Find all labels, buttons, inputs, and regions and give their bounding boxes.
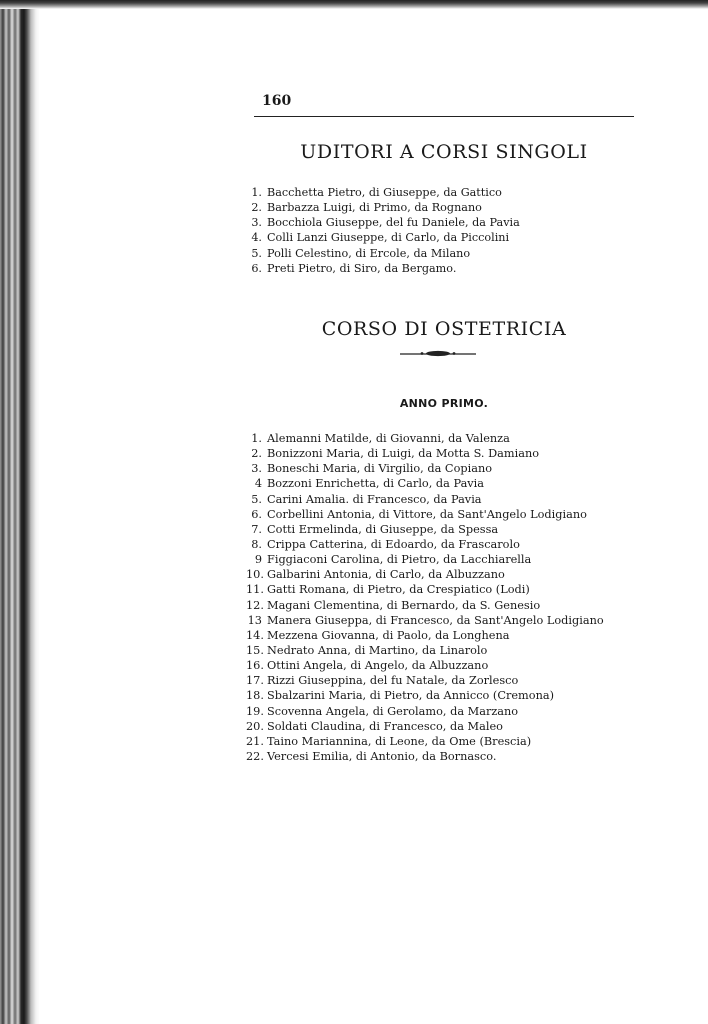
entry-number: 18. [246,689,264,703]
entry-text: Scovenna Angela, di Gerolamo, da Marzano [267,704,519,718]
list-item [246,215,520,230]
list-item [246,658,604,673]
entry-number: 2. [251,201,262,215]
entry-text: Ottini Angela, di Angelo, da Albuzzano [267,659,489,673]
entry-text: Soldati Claudina, di Francesco, da Maleo [267,719,503,733]
entry-number: 13 [247,613,262,627]
list-item [246,567,604,582]
entry-text: Vercesi Emilia, di Antonio, da Bornasco. [267,749,497,763]
entry-text: Bocchiola Giuseppe, del fu Daniele, da Pavia [267,216,520,230]
entry-text: Colli Lanzi Giuseppe, di Carlo, da Piccolini [267,231,510,245]
entry-text: Magani Clementina, di Bernardo, da S. Genesio [267,598,541,612]
list-item [246,552,604,567]
list-item [246,522,604,537]
list-item [246,476,604,491]
list-item [246,582,604,597]
list-item [246,507,604,522]
book-binding-edge [0,0,40,1024]
entry-number: 1. [251,186,262,199]
list-item [246,246,520,261]
list-item [246,537,604,552]
ornament-divider [398,344,478,364]
page-top-edge [0,0,708,9]
list-item [246,704,604,719]
entry-text: Rizzi Giuseppina, del fu Natale, da Zorlesco [267,674,519,688]
list-item [246,734,604,749]
list-item [246,185,520,200]
entry-number: 5. [251,492,262,506]
entry-number: 6. [251,261,262,275]
book-page [40,9,708,1024]
entry-text: Carini Amalia. di Francesco, da Pavia [267,492,482,506]
entry-text: Bacchetta Pietro, di Giuseppe, da Gattico [267,186,502,199]
page-number: 160 [262,93,292,109]
entry-number: 16. [246,659,264,673]
entry-text: Bonizzoni Maria, di Luigi, da Motta S. Damiano [267,447,540,461]
list-item [246,628,604,643]
section-title-uditori: UDITORI A CORSI SINGOLI [300,141,588,163]
list-item [246,492,604,507]
entry-text: Preti Pietro, di Siro, da Bergamo. [267,261,457,275]
entry-number: 3. [251,462,262,476]
entry-text: Taino Mariannina, di Leone, da Ome (Brescia) [267,734,532,748]
list-item [246,431,604,446]
entry-text: Polli Celestino, di Ercole, da Milano [267,246,471,260]
entry-text: Corbellini Antonia, di Vittore, da Sant'Angelo Lodigiano [267,507,587,521]
entry-number: 4. [251,231,262,245]
list-item [246,719,604,734]
entry-number: 4 [254,477,262,491]
list-item [246,643,604,658]
list-item [246,598,604,613]
header-rule [254,116,634,117]
section-subheading: ANNO PRIMO. [399,397,489,410]
entry-number: 20. [246,719,264,733]
entry-number: 7. [251,522,262,536]
entry-number: 6. [251,507,262,521]
entry-number: 21. [246,734,264,748]
entry-text: Boneschi Maria, di Virgilio, da Copiano [267,462,493,476]
list-item [246,613,604,628]
entry-text: Mezzena Giovanna, di Paolo, da Longhena [267,628,510,642]
entry-number: 10. [246,568,264,582]
list-item [246,749,604,764]
ostetricia-list [246,431,604,764]
entry-text: Bozzoni Enrichetta, di Carlo, da Pavia [267,477,485,491]
list-item [246,230,520,245]
entry-number: 9 [254,553,262,567]
entry-number: 8. [251,537,262,551]
entry-number: 22. [246,749,264,763]
entry-number: 19. [246,704,264,718]
entry-number: 5. [251,246,262,260]
list-item [246,261,520,276]
entry-text: Sbalzarini Maria, di Pietro, da Annicco (Cremona) [267,689,554,703]
list-item [246,446,604,461]
list-item [246,200,520,215]
entry-text: Nedrato Anna, di Martino, da Linarolo [267,643,488,657]
entry-text: Crippa Catterina, di Edoardo, da Frascarolo [267,537,520,551]
entry-text: Cotti Ermelinda, di Giuseppe, da Spessa [267,522,499,536]
entry-text: Gatti Romana, di Pietro, da Crespiatico (Lodi) [267,583,530,597]
list-item [246,673,604,688]
entry-number: 15. [246,643,264,657]
entry-number: 14. [246,628,264,642]
uditori-list [246,185,520,276]
entry-number: 17. [246,674,264,688]
list-item [246,688,604,703]
entry-number: 3. [251,216,262,230]
entry-number: 2. [251,447,262,461]
entry-text: Manera Giuseppa, di Francesco, da Sant'Angelo Lodigiano [267,613,604,627]
entry-number: 11. [246,583,264,597]
entry-number: 12. [246,598,264,612]
entry-text: Barbazza Luigi, di Primo, da Rognano [267,201,482,215]
section-title-ostetricia: CORSO DI OSTETRICIA [321,318,567,340]
list-item [246,461,604,476]
entry-number: 1. [251,432,262,445]
entry-text: Figgiaconi Carolina, di Pietro, da Lacchiarella [267,553,532,567]
entry-text: Alemanni Matilde, di Giovanni, da Valenza [267,432,510,445]
entry-text: Galbarini Antonia, di Carlo, da Albuzzano [267,568,505,582]
